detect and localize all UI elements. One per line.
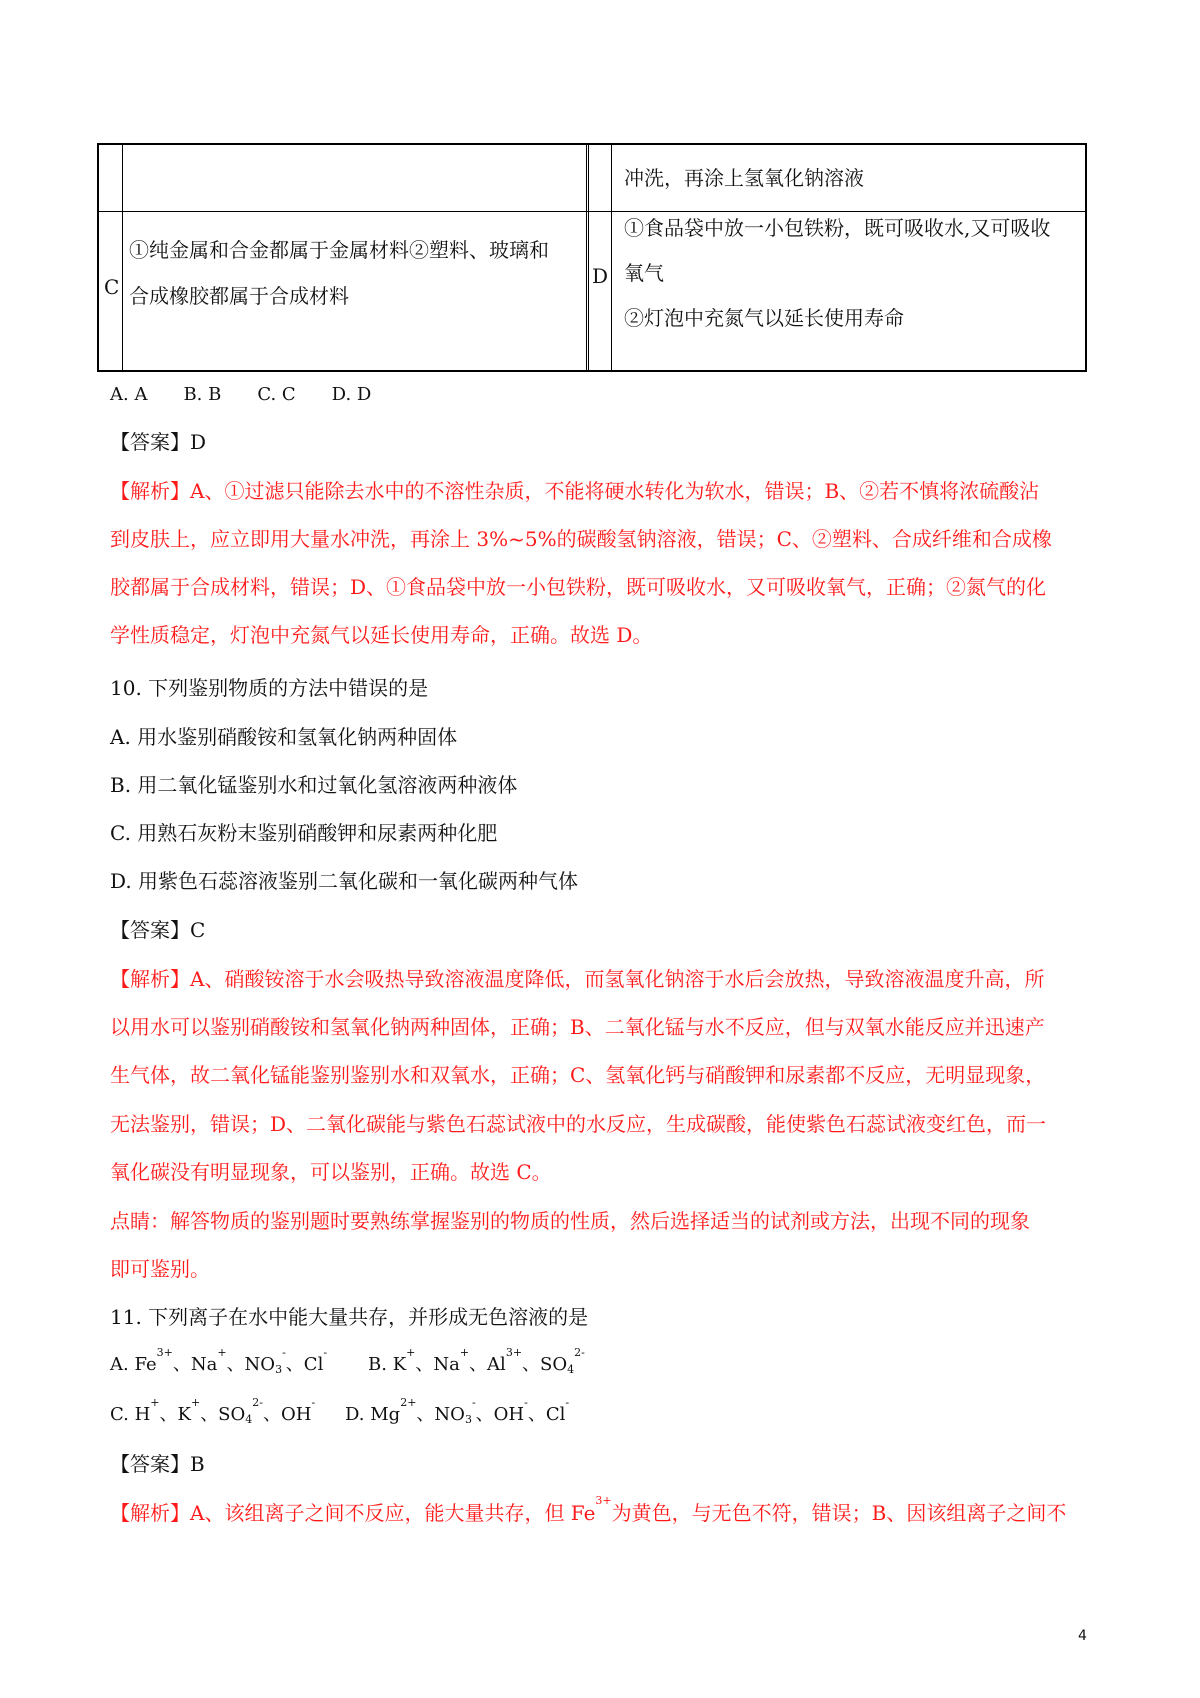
table-divider <box>122 145 123 370</box>
page-number: 4 <box>1078 1628 1087 1644</box>
q10-answer: 【答案】C <box>110 918 206 942</box>
q9-options: A. A B. B C. C D. D <box>110 384 372 405</box>
q10-analysis-line4: 无法鉴别，错误；D、二氧化碳能与紫色石蕊试液中的水反应，生成碳酸，能使紫色石蕊试液变红色，而一 <box>110 1112 1047 1136</box>
q9-analysis-line3: 胶都属于合成材料，错误；D、①食品袋中放一小包铁粉，既可吸收水，又可吸收氧气，正确；②氮气的化 <box>110 575 1047 599</box>
table-row-label-d: D <box>592 264 609 288</box>
q10-stem: 10. 下列鉴别物质的方法中错误的是 <box>110 676 429 700</box>
q10-option-b: B. 用二氧化锰鉴别水和过氧化氢溶液两种液体 <box>110 773 518 797</box>
table-divider <box>611 145 612 370</box>
table-cell-d-line3: ②灯泡中充氮气以延长使用寿命 <box>624 306 904 330</box>
q9-analysis-line1: 【解析】A、①过滤只能除去水中的不溶性杂质，不能将硬水转化为软水，错误；B、②若不慎将浓硫酸沾 <box>110 479 1040 503</box>
q10-analysis-line5: 氧化碳没有明显现象，可以鉴别，正确。故选 C。 <box>110 1160 552 1184</box>
q9-answer: 【答案】D <box>110 430 207 454</box>
q11-option-c: C. H+、K+、$SO_4^{2-}$、OH- <box>110 1396 316 1426</box>
q9-analysis-line2: 到皮肤上，应立即用大量水冲洗，再涂上 3%~5%的碳酸氢钠溶液，错误；C、②塑料、合成纤维和合成橡 <box>110 527 1052 551</box>
q11-stem: 11. 下列离子在水中能大量共存，并形成无色溶液的是 <box>110 1305 589 1329</box>
table-cell-d-line2: 氧气 <box>624 261 664 285</box>
table-cell-row1-right: 冲洗，再涂上氢氧化钠溶液 <box>624 166 864 190</box>
q10-note-line1: 点睛：解答物质的鉴别题时要熟练掌握鉴别的物质的性质，然后选择适当的试剂或方法，出现不同的现象 <box>110 1209 1030 1233</box>
table-divider <box>586 145 589 370</box>
q10-option-a: A. 用水鉴别硝酸铵和氢氧化钠两种固体 <box>110 725 458 749</box>
table-cell-c-line1: ①纯金属和合金都属于金属材料②塑料、玻璃和 <box>129 238 549 262</box>
q11-option-d: D. $Mg^{2+}$、$NO_3^-$、OH-、Cl- <box>345 1396 570 1426</box>
q10-analysis-line2: 以用水可以鉴别硝酸铵和氢氧化钠两种固体，正确；B、二氧化锰与水不反应，但与双氧水能反应并迅速产 <box>110 1015 1045 1039</box>
table-cell-d-line1: ①食品袋中放一小包铁粉，既可吸收水,又可吸收 <box>624 216 1051 240</box>
q11-option-a: A. $Fe^{3+}$、Na+、$NO_3^-$、Cl- <box>110 1346 328 1376</box>
q9-analysis-line4: 学性质稳定，灯泡中充氮气以延长使用寿命，正确。故选 D。 <box>110 623 653 647</box>
q10-note-line2: 即可鉴别。 <box>110 1257 210 1281</box>
q10-option-d: D. 用紫色石蕊溶液鉴别二氧化碳和一氧化碳两种气体 <box>110 869 579 893</box>
q10-analysis-line3: 生气体，故二氧化锰能鉴别鉴别水和双氧水，正确；C、氢氧化钙与硝酸钾和尿素都不反应，无明显现象， <box>110 1063 1046 1087</box>
table-row-label-c: C <box>104 275 120 299</box>
options-table <box>97 143 1087 372</box>
table-cell-c-line2: 合成橡胶都属于合成材料 <box>129 284 349 308</box>
q10-option-c: C. 用熟石灰粉末鉴别硝酸钾和尿素两种化肥 <box>110 821 498 845</box>
q11-analysis-line1: 【解析】A、该组离子之间不反应，能大量共存，但 $Fe^{3+}$为黄色，与无色不符，错误；B、因该组离子之间不 <box>110 1494 1067 1525</box>
q11-option-b: B. K+、Na+、$Al^{3+}$、$SO_4^{2-}$ <box>368 1346 585 1376</box>
q10-analysis-line1: 【解析】A、硝酸铵溶于水会吸热导致溶液温度降低，而氢氧化钠溶于水后会放热，导致溶液温度升高，所 <box>110 967 1045 991</box>
q11-answer: 【答案】B <box>110 1452 205 1476</box>
